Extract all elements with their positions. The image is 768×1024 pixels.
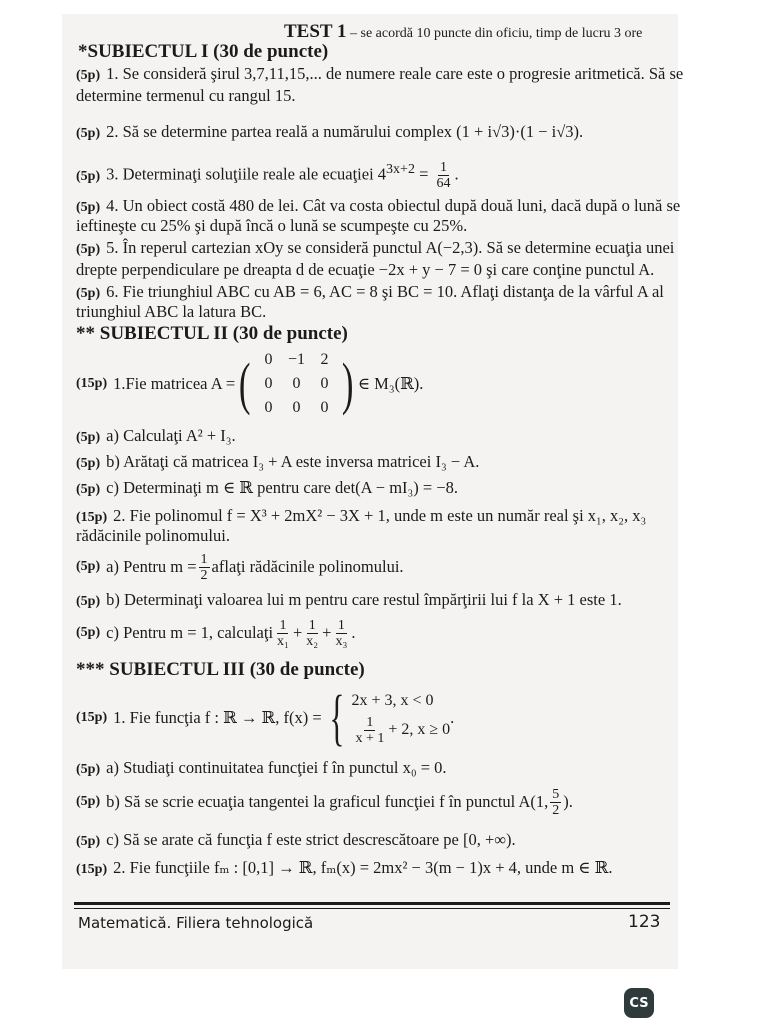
- s2-p2-c: (5p) c) Pentru m = 1, calculaţi $\frac{1}{\text{x₁}}$ + $\frac{1}{\text{x₂}}$ + $\frac{1}{\text{x₃}}$ .: [76, 617, 356, 649]
- fraction: $\frac{1}{2}$: [200, 551, 208, 583]
- s3-p1-function: (15p) 1. Fie funcţia f : ℝ → ℝ, f(x) = { 2x + 3, x < 0 $\frac{1}{x + 1}$ + 2, x ≥ 0 .: [76, 684, 455, 752]
- fraction: $\frac{1}{\text{x₁}}$: [277, 617, 289, 649]
- test-title: TEST 1: [284, 21, 347, 42]
- s1-item6-line1: (5p) 6. Fie triunghiul ABC cu AB = 6, AC = 8 şi BC = 10. Aflaţi distanţa de la vârful A al: [76, 282, 664, 301]
- s1-item5-line1: (5p) 5. În reperul cartezian xOy se consideră punctul A(−2,3). Să se determine ecuaţia unei: [76, 238, 675, 257]
- s1-item1-line1: (5p) 1. Se consideră şirul 3,7,11,15,... de numere reale care este o progresie aritmetică. Să se: [76, 64, 684, 83]
- s2-p1-a: (5p) a) Calculaţi A² + I₃.: [76, 426, 236, 445]
- subject1-heading: *SUBIECTUL I (30 de puncte): [78, 41, 329, 62]
- s2-p1-c: (5p) c) Determinaţi m ∈ ℝ pentru care det(A − mI₃) = −8.: [76, 478, 459, 497]
- s3-p2: (15p) 2. Fie funcţiile fₘ : [0,1] → ℝ, fₘ(x) = 2mx² − 3(m − 1)x + 4, unde m ∈ ℝ.: [76, 858, 613, 877]
- s3-p1-a: (5p) a) Studiaţi continuitatea funcţiei f în punctul x₀ = 0.: [76, 758, 447, 777]
- s2-p1-matrix-line: (15p) 1.Fie matricea A = ( 0 −1 2 0 0 0 0 0 0 ) ∈ M₃(ℝ).: [76, 351, 424, 416]
- s1-item1-line2: determine termenul cu rangul 15.: [76, 86, 296, 105]
- s2-p1-b: (5p) b) Arătaţi că matricea I₃ + A este inversa matricei I₃ − A.: [76, 452, 480, 471]
- s1-item4-line2: ieftineşte cu 25% şi după încă o lună se scumpeşte cu 25%.: [76, 216, 468, 235]
- s3-p1-b: (5p) b) Să se scrie ecuaţia tangentei la graficul funcţiei f în punctul A(1, $\frac{5}{2}$ ).: [76, 786, 573, 818]
- s3-p1-c: (5p) c) Să se arate că funcţia f este strict descrescătoare pe [0, +∞).: [76, 830, 516, 849]
- s2-p2-a: (5p) a) Pentru m = $\frac{1}{2}$ aflaţi rădăcinile polinomului.: [76, 551, 404, 583]
- fraction: $\frac{1}{\text{x₂}}$: [306, 617, 319, 649]
- matrix-A: ( 0 −1 2 0 0 0 0 0 0 ): [239, 351, 354, 416]
- footer-rule-thin: [74, 908, 670, 909]
- piecewise-function: { 2x + 3, x < 0 $\frac{1}{x + 1}$ + 2, x ≥ 0: [329, 684, 451, 752]
- page-number: 123: [628, 912, 661, 932]
- s1-item2: (5p) 2. Să se determine partea reală a numărului complex (1 + i√3)·(1 − i√3).: [76, 122, 584, 141]
- fraction: $\frac{5}{2}$: [552, 786, 560, 818]
- s1-item3: (5p) 3. Determinaţi soluţiile reale ale ecuaţiei $4^{3x+2}$ = $\frac{1}{64}$ .: [76, 160, 459, 192]
- test-note: – se acordă 10 puncte din oficiu, timp de lucru 3 ore: [346, 26, 643, 41]
- s1-item4-line1: (5p) 4. Un obiect costă 480 de lei. Cât va costa obiectul după două luni, dacă după o lună se: [76, 196, 681, 215]
- s2-p2-line2: rădăcinile polinomului.: [76, 526, 230, 545]
- fraction: $\frac{1}{64}$: [436, 160, 451, 192]
- subject3-heading: *** SUBIECTUL III (30 de puncte): [76, 659, 365, 680]
- s2-p2-b: (5p) b) Determinaţi valoarea lui m pentru care restul împărţirii lui f la X + 1 este 1.: [76, 590, 622, 609]
- s1-item5-line2: drepte perpendiculare pe dreapta d de ecuaţie −2x + y − 7 = 0 şi care conţine punctul A.: [76, 260, 655, 279]
- test-header: [284, 22, 642, 44]
- fraction: $\frac{1}{\text{x₃}}$: [335, 617, 348, 649]
- subject2-heading: ** SUBIECTUL II (30 de puncte): [76, 323, 348, 344]
- footer-rule: [74, 902, 670, 905]
- footer-book-title: Matematică. Filiera tehnologică: [78, 914, 314, 932]
- s1-item6-line2: triunghiul ABC la latura BC.: [76, 302, 267, 321]
- s2-p2-line1: (15p) 2. Fie polinomul f = X³ + 2mX² − 3X + 1, unde m este un număr real şi x₁, x₂, x₃: [76, 506, 647, 525]
- camscanner-badge-icon: CS: [624, 988, 654, 1018]
